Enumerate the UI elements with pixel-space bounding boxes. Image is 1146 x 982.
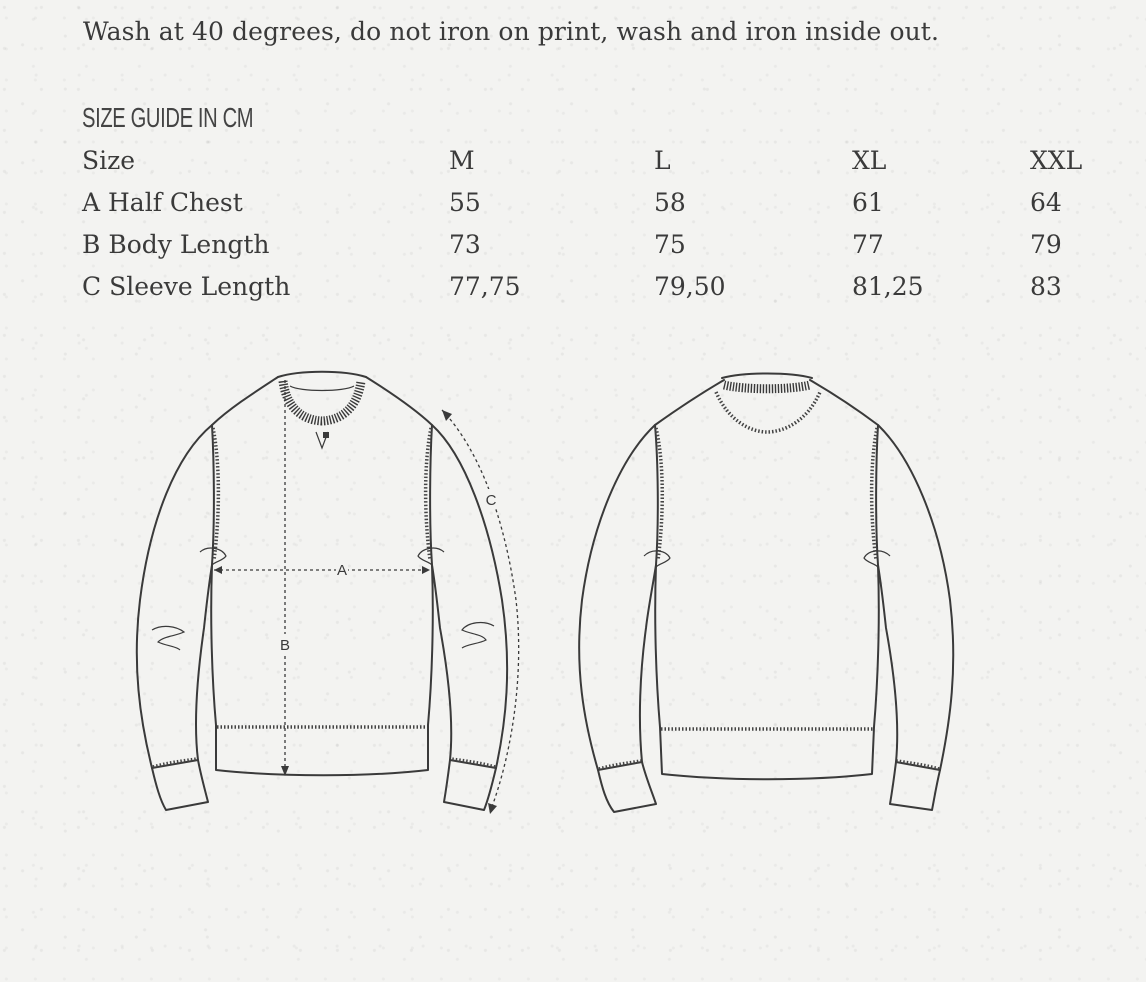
header-cell-xxl: XXL <box>1030 146 1083 175</box>
cell-value: 61 <box>852 188 884 217</box>
back-left-cuff <box>598 762 656 812</box>
measurement-b-label: B <box>279 637 291 654</box>
measurement-a-label: A <box>336 562 348 579</box>
cell-value: 58 <box>654 188 686 217</box>
back-right-sleeve <box>878 425 953 770</box>
sweatshirt-diagram <box>120 355 980 835</box>
front-neck-marker <box>323 432 329 438</box>
front-left-elbow-crease <box>152 626 184 650</box>
header-cell-xl: XL <box>852 146 887 175</box>
back-left-sleeve <box>579 425 656 770</box>
table-row <box>82 182 1142 224</box>
size-guide-heading: SIZE GUIDE IN CM <box>82 102 254 133</box>
measurement-c-arrow-bottom <box>488 803 497 814</box>
front-left-sleeve <box>137 425 212 768</box>
row-label: B Body Length <box>82 230 270 259</box>
header-cell-l: L <box>654 146 671 175</box>
care-instructions: Wash at 40 degrees, do not iron on print, wash and iron inside out. <box>83 17 940 46</box>
front-neck-rib <box>283 381 361 421</box>
measurement-c <box>442 410 519 814</box>
cell-value: 77,75 <box>449 272 521 301</box>
cell-value: 83 <box>1030 272 1062 301</box>
measurement-c-label: C <box>485 492 497 509</box>
table-row <box>82 224 1142 266</box>
size-table-header-row <box>82 140 1142 182</box>
measurement-b <box>278 380 292 776</box>
row-label: C Sleeve Length <box>82 272 291 301</box>
measurement-a-arrow-left <box>214 566 222 574</box>
back-neck-inner-seam <box>716 392 820 432</box>
header-cell-size: Size <box>82 146 136 175</box>
sweatshirt-back-view <box>579 374 953 813</box>
front-right-sleeve <box>432 425 507 768</box>
back-neckline-top <box>722 374 812 379</box>
sweatshirt-diagram-svg <box>120 355 980 835</box>
cell-value: 55 <box>449 188 481 217</box>
cell-value: 81,25 <box>852 272 924 301</box>
cell-value: 79 <box>1030 230 1062 259</box>
back-neck-rib <box>724 385 810 389</box>
back-body-outline <box>655 380 879 779</box>
cell-value: 75 <box>654 230 686 259</box>
cell-value: 77 <box>852 230 884 259</box>
measurement-a <box>214 560 430 579</box>
front-neckline-top <box>278 372 366 377</box>
table-row <box>82 266 1142 308</box>
front-body-outline <box>211 377 433 775</box>
sweatshirt-front-view <box>137 372 519 814</box>
row-label: A Half Chest <box>82 188 243 217</box>
measurement-a-arrow-right <box>422 566 430 574</box>
cell-value: 79,50 <box>654 272 726 301</box>
header-cell-m: M <box>449 146 475 175</box>
measurement-c-line <box>442 410 519 812</box>
cell-value: 64 <box>1030 188 1062 217</box>
front-neckline-inner <box>290 386 354 391</box>
front-right-elbow-crease <box>462 623 494 648</box>
cell-value: 73 <box>449 230 481 259</box>
size-table <box>82 140 1142 308</box>
